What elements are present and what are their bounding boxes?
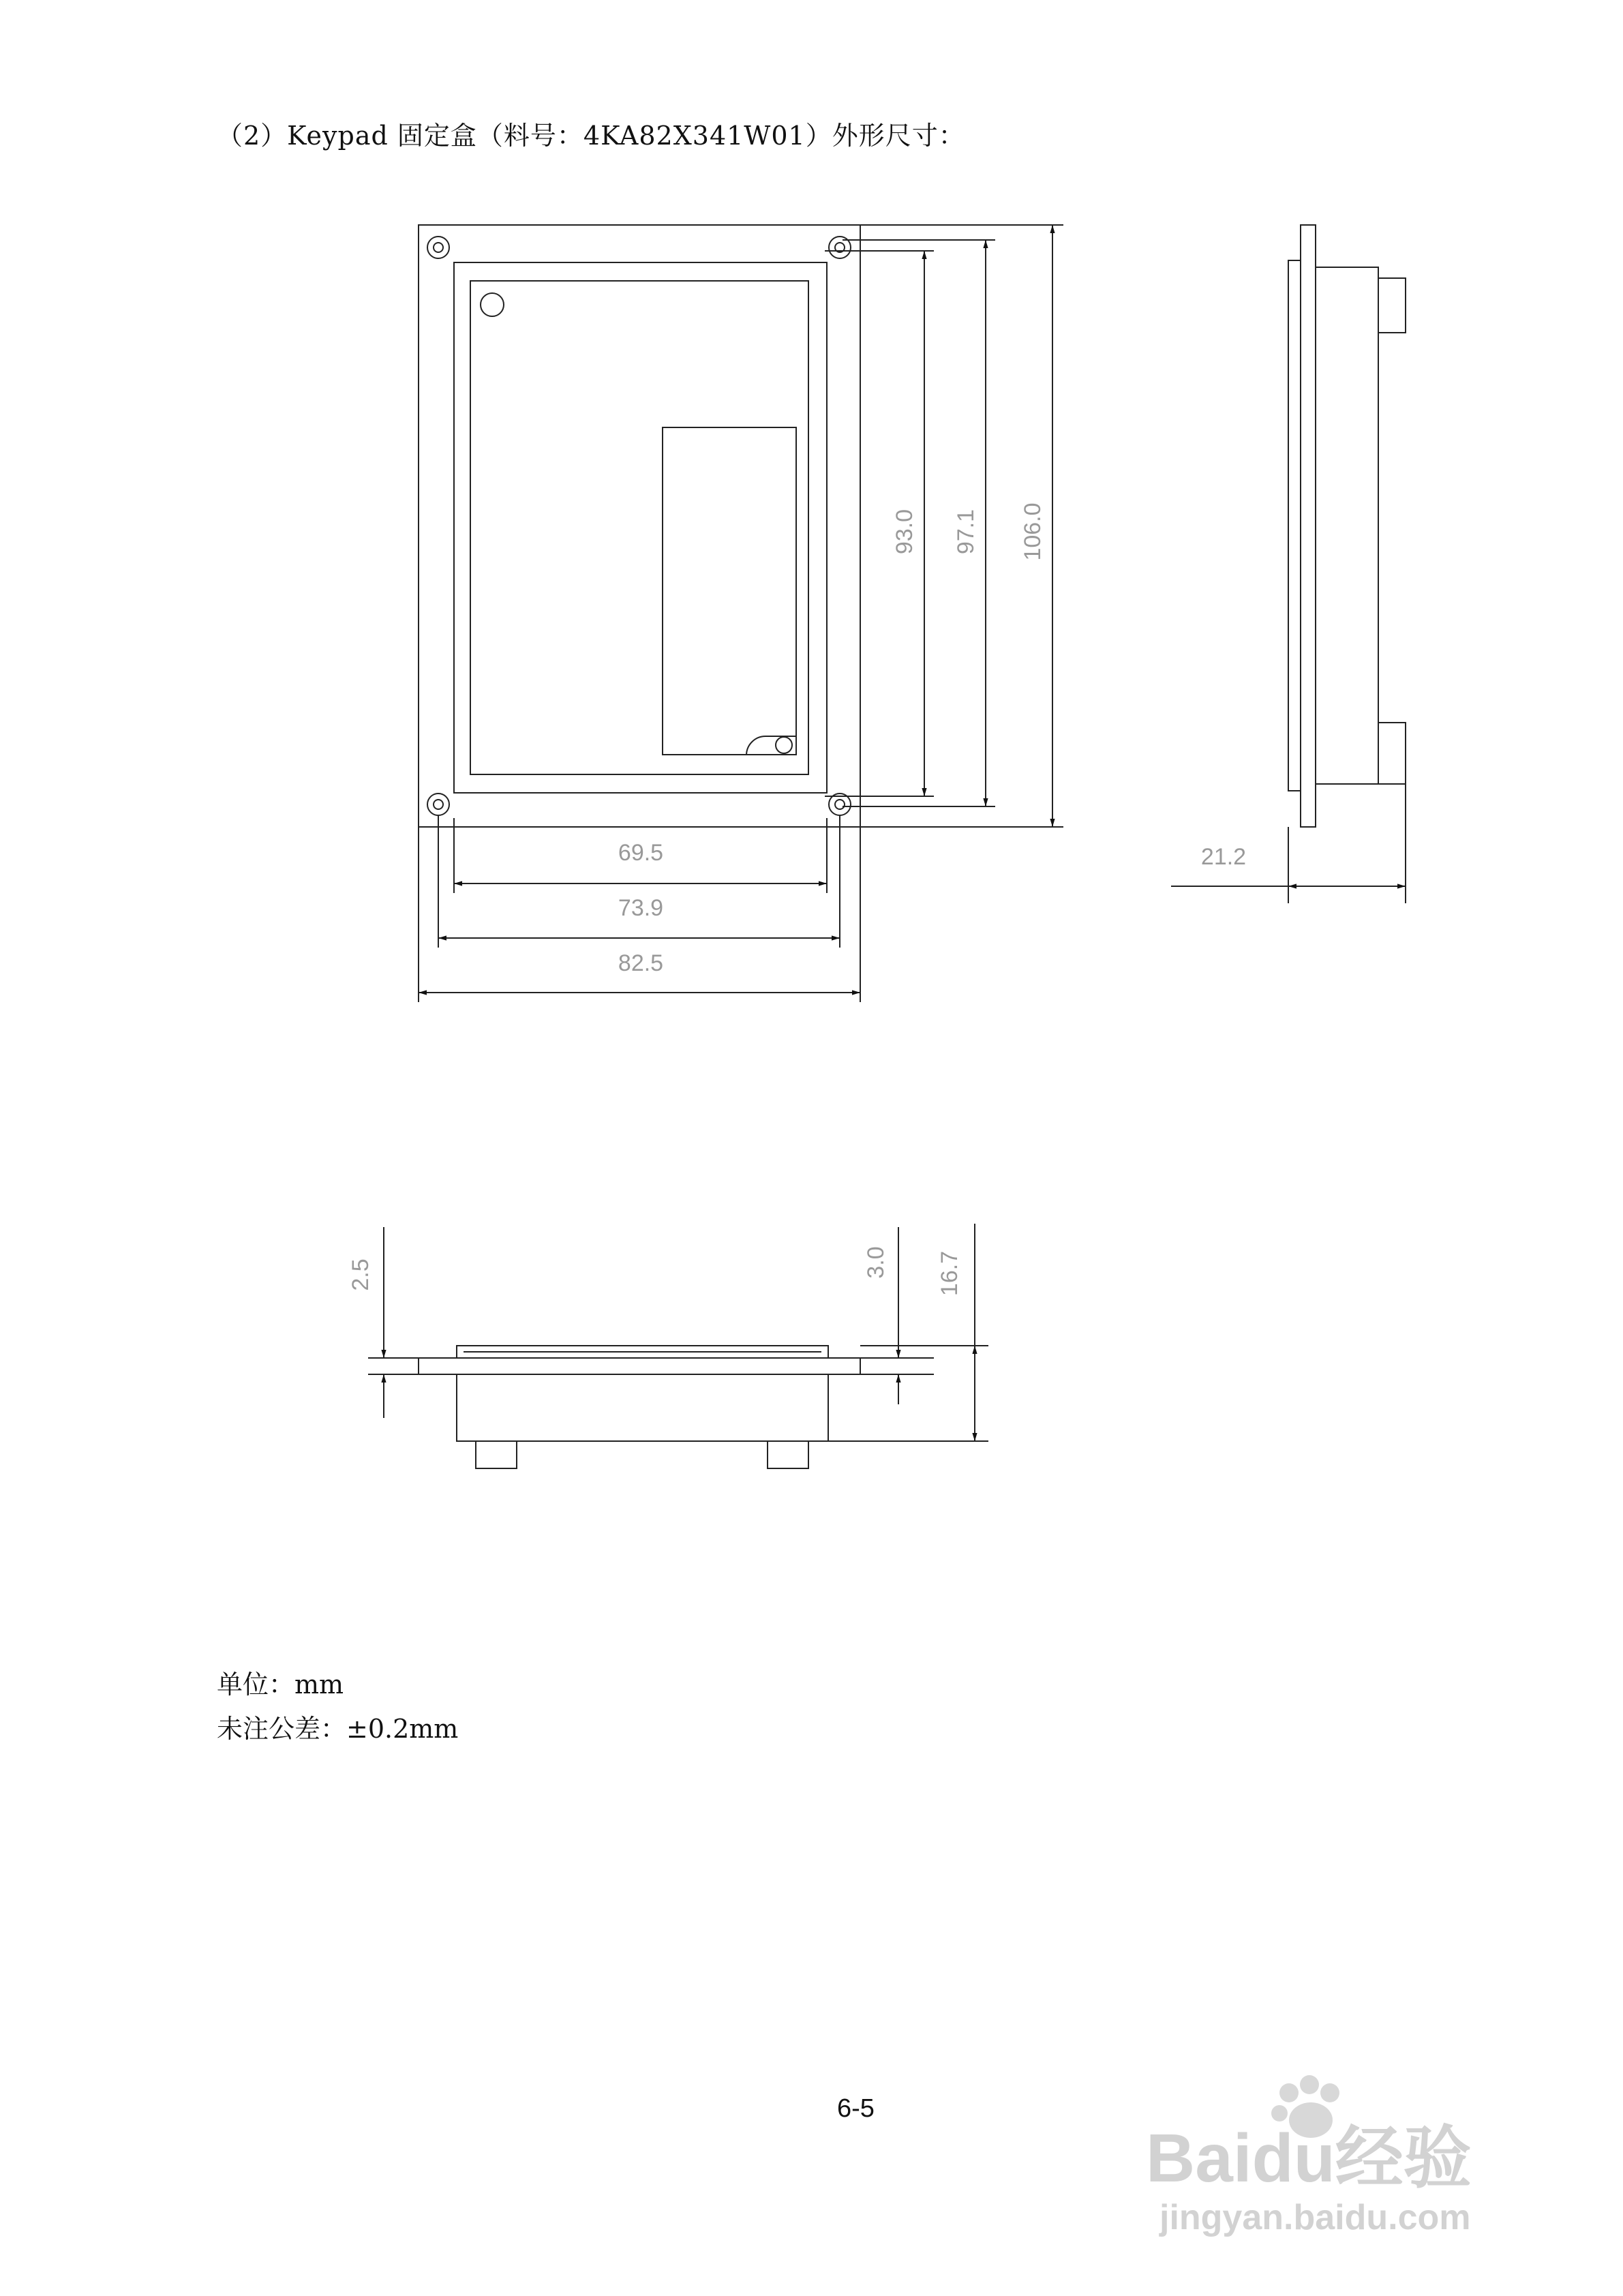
bottom-view (348, 1224, 988, 1468)
dim-73-9: 73.9 (618, 895, 664, 921)
page-number: 6-5 (837, 2094, 875, 2123)
baidu-watermark (1119, 2066, 1541, 2246)
dim-16-7: 16.7 (937, 1250, 962, 1297)
dim-69-5: 69.5 (618, 840, 664, 866)
dim-97-1: 97.1 (953, 509, 979, 555)
dim-106: 106.0 (1020, 502, 1046, 561)
unit-note: 单位：mm (217, 1670, 344, 1700)
dim-21-2: 21.2 (1200, 844, 1247, 870)
side-view (1171, 225, 1406, 903)
dim-93: 93.0 (892, 509, 917, 555)
page-heading: （2）Keypad 固定盒（料号：4KA82X341W01）外形尺寸： (217, 121, 965, 151)
dim-82-5: 82.5 (618, 950, 664, 976)
watermark-url: jingyan.baidu.com (1159, 2198, 1471, 2237)
front-view (419, 225, 1063, 1002)
dim-3-0: 3.0 (863, 1246, 889, 1279)
dim-2-5: 2.5 (348, 1258, 374, 1291)
tolerance-note: 未注公差：±0.2mm (217, 1714, 459, 1744)
mounting-holes (427, 237, 851, 815)
watermark-brand: Baidu经验 (1146, 2120, 1472, 2196)
